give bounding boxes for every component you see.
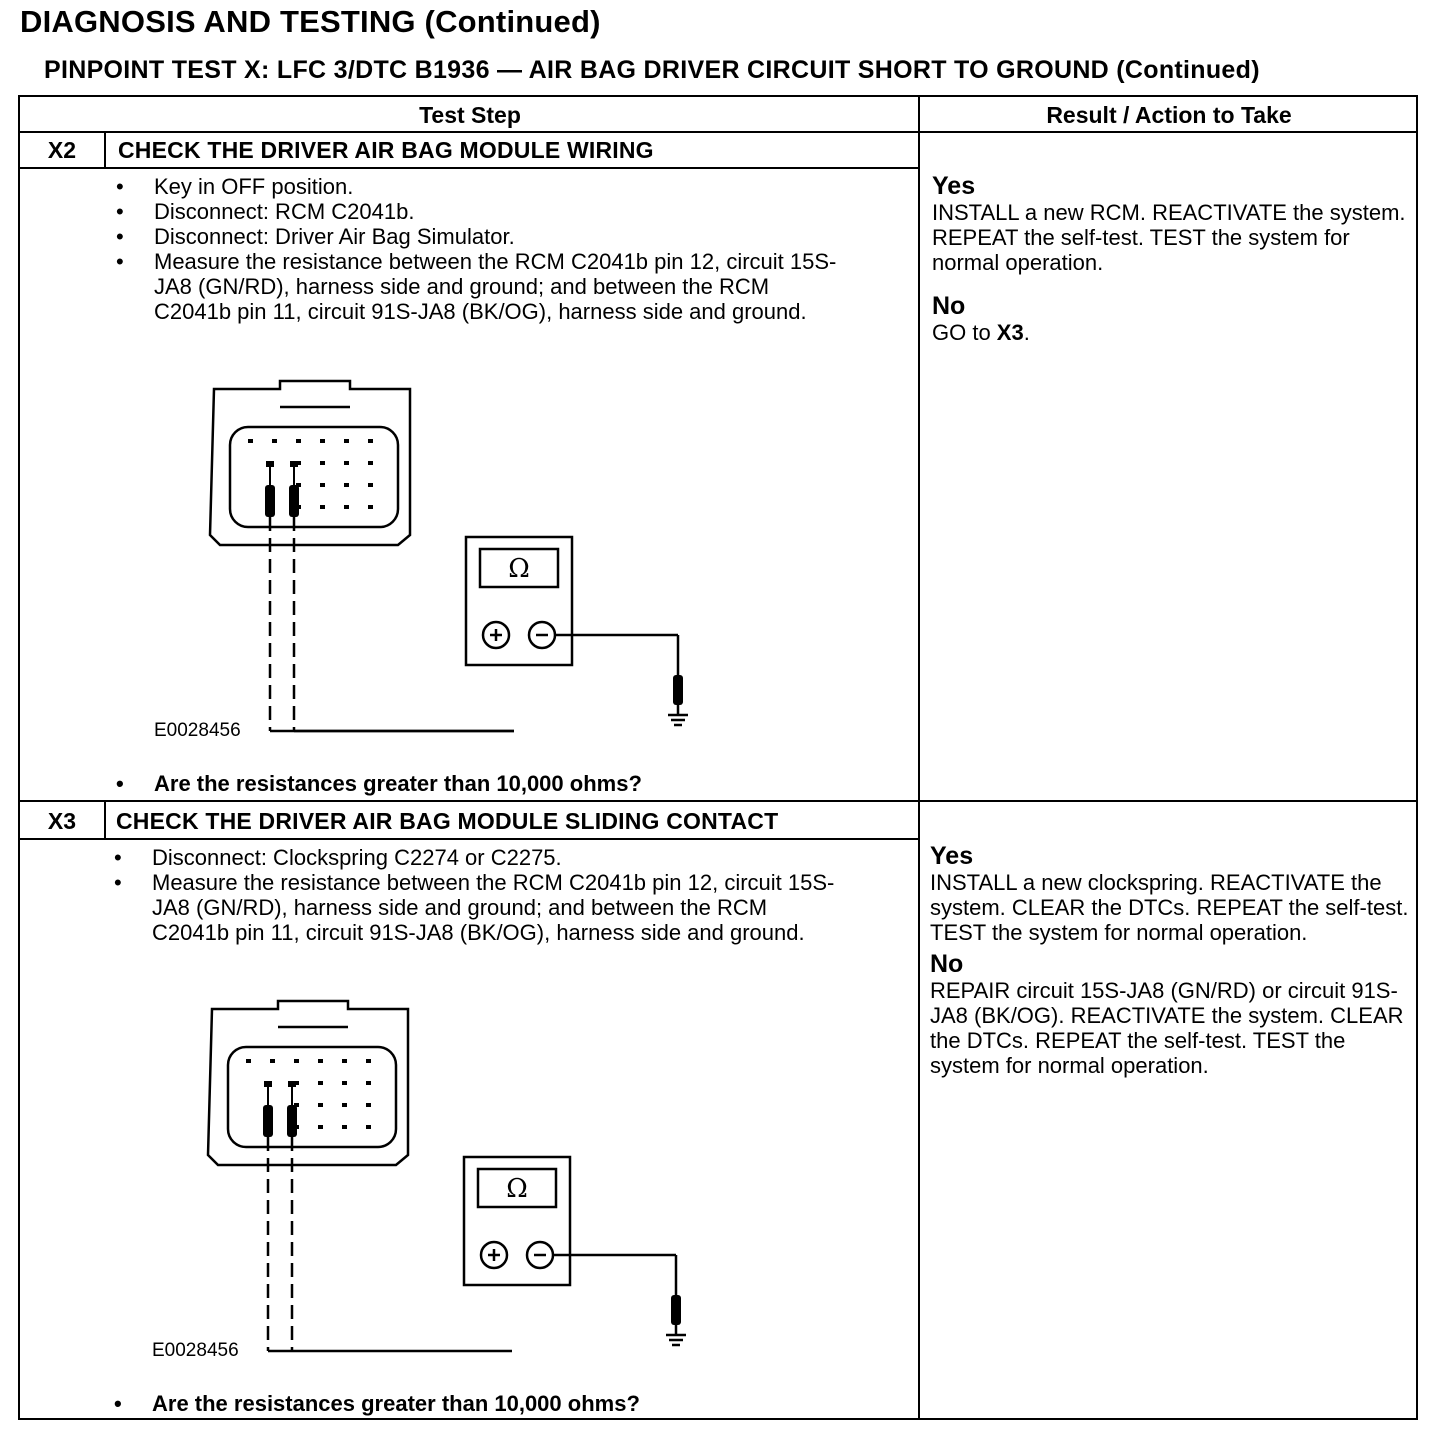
ohm-symbol: Ω — [508, 554, 530, 584]
yes-action: INSTALL a new clockspring. REACTIVATE the system. CLEAR the DTCs. REPEAT the self-test. TEST the system for normal operation. — [930, 870, 1409, 945]
goto-x3-link[interactable]: X3 — [996, 320, 1024, 345]
pinpoint-test-title: PINPOINT TEST X: LFC 3/DTC B1936 — AIR BAG DRIVER CIRCUIT SHORT TO GROUND (Continued) — [44, 56, 1260, 84]
step-id: X2 — [47, 137, 77, 163]
decision-question: • Are the resistances greater than 10,000 ohms? — [104, 771, 914, 797]
step-title: CHECK THE DRIVER AIR BAG MODULE SLIDING CONTACT — [116, 808, 779, 834]
no-label: No — [932, 292, 966, 320]
step-title: CHECK THE DRIVER AIR BAG MODULE WIRING — [118, 137, 654, 163]
ground-probe — [673, 675, 683, 705]
x2-id-divider — [104, 131, 106, 167]
x3-title-divider — [20, 838, 918, 840]
ohm-symbol: Ω — [506, 1174, 528, 1204]
action-item: • Disconnect: Driver Air Bag Simulator. — [104, 224, 844, 249]
action-item: • Disconnect: Clockspring C2274 or C2275. — [102, 845, 842, 870]
test-table — [18, 95, 1418, 1420]
step-id: X3 — [47, 808, 77, 834]
action-list — [104, 174, 844, 324]
no-action-suffix: . — [1023, 320, 1030, 345]
ohmmeter — [458, 1153, 718, 1373]
x3-id-divider — [104, 802, 106, 838]
connector-housing — [208, 1001, 408, 1165]
action-item: • Disconnect: RCM C2041b. — [104, 199, 844, 224]
yes-label: Yes — [930, 842, 974, 870]
ohmmeter — [460, 533, 720, 753]
yes-label: Yes — [932, 172, 976, 200]
step-divider — [20, 800, 1416, 802]
column-divider — [918, 97, 920, 1418]
ground-probe — [671, 1295, 681, 1325]
no-label: No — [930, 950, 964, 978]
column-header-result: Result / Action to Take — [1046, 102, 1292, 128]
action-item: • Measure the resistance between the RCM C2041b pin 12, circuit 15S-JA8 (GN/RD), harness side and ground; and between the RCM C2041b pin 11, circuit 91S-JA8 (BK/OG), harness side and ground. — [102, 870, 842, 945]
decision-question: • Are the resistances greater than 10,000 ohms? — [102, 1391, 912, 1417]
no-action: REPAIR circuit 15S-JA8 (GN/RD) or circuit 91S-JA8 (BK/OG). REACTIVATE the system. CLEAR the DTCs. REPEAT the self-test. TEST the system for normal operation. — [930, 978, 1404, 1078]
action-item: • Key in OFF position. — [104, 174, 844, 199]
yes-action: INSTALL a new RCM. REACTIVATE the system. REPEAT the self-test. TEST the system for normal operation. — [932, 200, 1406, 275]
test-probes — [265, 461, 299, 517]
test-probes — [263, 1081, 297, 1137]
column-header-test-step: Test Step — [419, 102, 521, 128]
x2-result — [932, 173, 1417, 345]
connector-housing — [210, 381, 410, 545]
action-item: • Measure the resistance between the RCM C2041b pin 12, circuit 15S-JA8 (GN/RD), harness side and ground; and between the RCM C2041b pin 11, circuit 91S-JA8 (BK/OG), harness side and ground. — [104, 249, 844, 324]
no-action — [932, 320, 1417, 345]
figure-id: E0028456 — [152, 1340, 239, 1361]
figure-id: E0028456 — [154, 720, 241, 741]
no-action-text: GO to — [932, 320, 997, 345]
page-heading: DIAGNOSIS AND TESTING (Continued) — [20, 4, 601, 39]
x2-title-divider — [20, 167, 918, 169]
x3-result — [930, 843, 1415, 1078]
action-list — [102, 845, 842, 945]
